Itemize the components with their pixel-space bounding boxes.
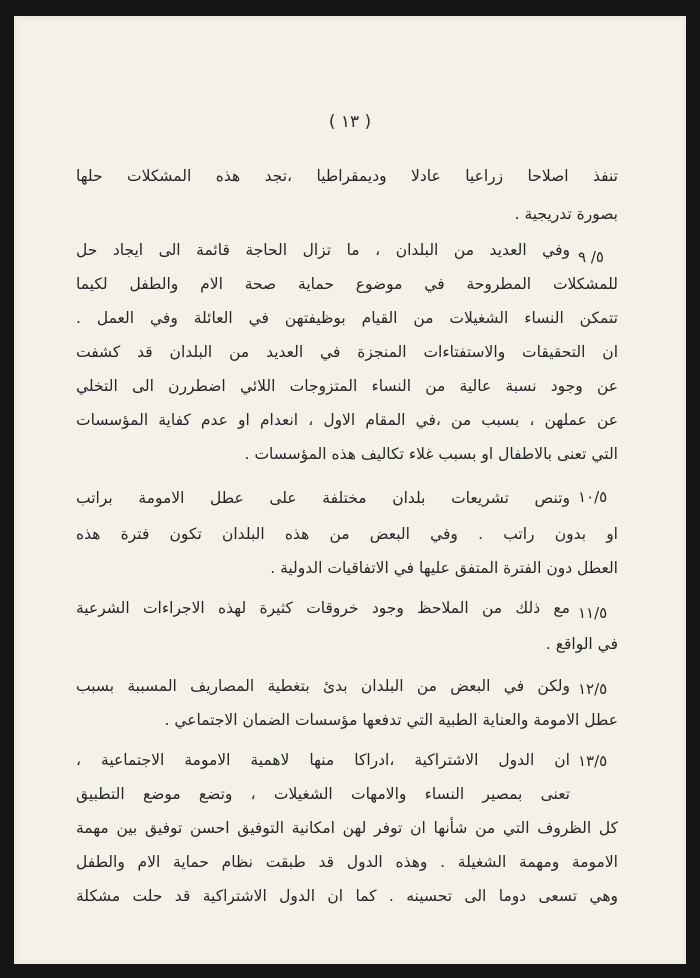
text-line: عن وجود نسبة عالية من النساء المتزوجات اللائي اضطررن الى التخلي	[76, 377, 618, 395]
paragraph-number: ١٣/٥	[578, 752, 608, 770]
text-line: بصورة تدريجية .	[514, 205, 618, 223]
text-line: العطل دون الفترة المتفق عليها في الاتفاقيات الدولية .	[270, 559, 618, 577]
text-line: للمشكلات المطروحة في موضوع حماية صحة الام والطفل لكيما	[76, 275, 618, 293]
text-line: وتنص تشريعات بلدان مختلفة على عطل الامومة براتب	[76, 489, 570, 507]
text-line: ان التحقيقات والاستفتاءات المنجزة في العديد من البلدان قد كشفت	[76, 343, 618, 361]
page-number: ( ١٣ )	[328, 112, 372, 132]
text-line: الامومة ومهمة الشغيلة . وهذه الدول قد طبقت نظام حماية الام والطفل	[76, 853, 618, 871]
text-line: وهي تسعى دوما الى تحسينه . كما ان الدول الاشتراكية قد حلت مشكلة	[76, 887, 618, 905]
text-line: في الواقع .	[545, 635, 618, 653]
text-line: ولكن في البعض من البلدان بدئ بتغطية المصاريف المسببة بسبب	[76, 677, 570, 695]
text-line: تتمكن النساء الشغيلات من القيام بوظيفتهن في العائلة وفي العمل .	[76, 309, 618, 327]
text-line: ان الدول الاشتراكية ،ادراكا منها لاهمية الامومة الاجتماعية ،	[76, 751, 570, 769]
text-line: كل الظروف التي من شأنها ان توفر لهن امكانية التوفيق احسن توفيق بين مهمة	[76, 819, 618, 837]
paragraph-number: ١١/٥	[578, 604, 608, 622]
text-line: تنفذ اصلاحا زراعيا عادلا وديمقراطيا ،تجد هذه المشكلات حلها	[76, 167, 618, 185]
paragraph-number: ١٢/٥	[578, 680, 608, 698]
text-line: عن عملهن ، بسبب من ،في المقام الاول ، انعدام او عدم كفاية المؤسسات	[76, 411, 618, 429]
text-line: عطل الامومة والعناية الطبية التي تدفعها مؤسسات الضمان الاجتماعي .	[164, 711, 618, 729]
text-line: وفي العديد من البلدان ، ما تزال الحاجة قائمة الى ايجاد حل	[76, 241, 570, 259]
text-line: التي تعنى بالاطفال او بسبب غلاء تكاليف هذه المؤسسات .	[244, 445, 618, 463]
paragraph-number: ٥/ ٩	[578, 248, 604, 266]
text-line: او بدون راتب . وفي البعض من هذه البلدان تكون فترة هذه	[76, 525, 618, 543]
text-line: تعنى بمصير النساء والامهات الشغيلات ، وتضع موضع التطبيق	[76, 785, 570, 803]
text-line: مع ذلك من الملاحظ وجود خروقات كثيرة لهذه الاجراءات الشرعية	[76, 599, 570, 617]
paragraph-number: ١٠/٥	[578, 488, 608, 506]
